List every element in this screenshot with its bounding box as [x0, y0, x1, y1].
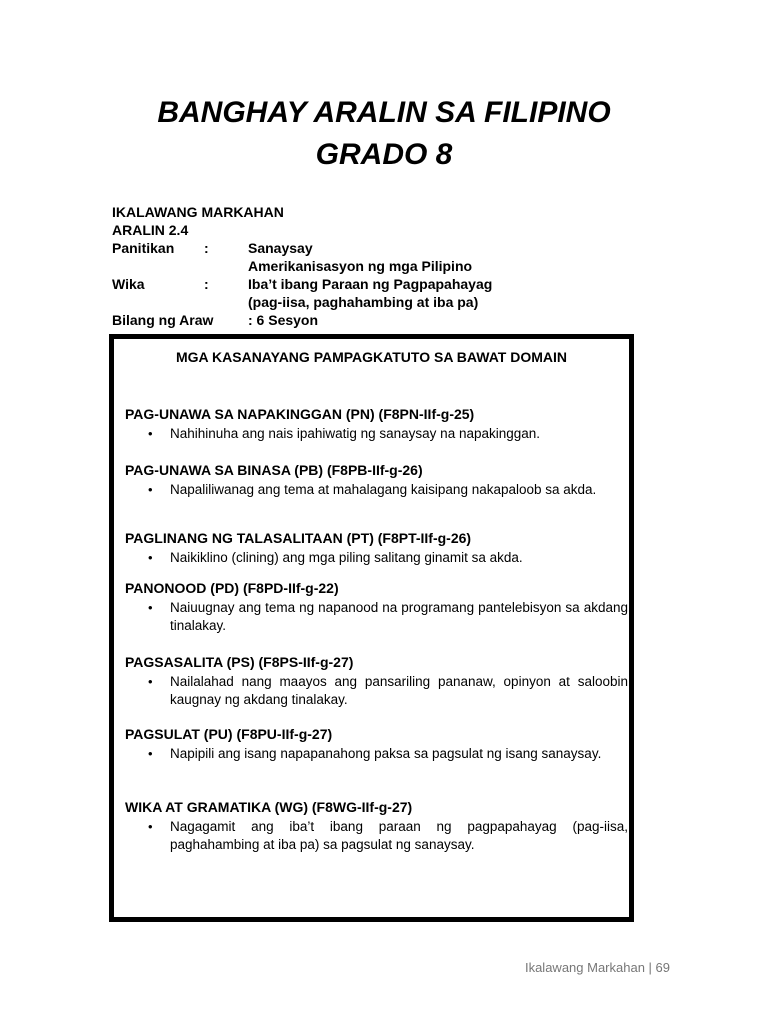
- domain-writing: [125, 725, 628, 763]
- domain-heading: PANONOOD (PD) (F8PD-IIf-g-22): [125, 580, 339, 596]
- bullet-icon: •: [148, 819, 153, 834]
- domain-vocabulary: [125, 529, 628, 567]
- domain-heading: PAGSASALITA (PS) (F8PS-IIf-g-27): [125, 654, 354, 670]
- competency-text: Nailalahad nang maayos ang pansariling pananaw, opinyon at saloobin kaugnay ng akdang tinalakay.: [170, 674, 628, 707]
- lesson-label: ARALIN 2.4: [112, 222, 189, 238]
- domain-heading: WIKA AT GRAMATIKA (WG) (F8WG-IIf-g-27): [125, 799, 413, 815]
- competency-text: Napaliliwanag ang tema at mahalagang kaisipang nakapaloob sa akda.: [170, 482, 597, 497]
- domain-reading: [125, 461, 628, 499]
- quarter-label: IKALAWANG MARKAHAN: [112, 204, 284, 220]
- days-value: : 6 Sesyon: [248, 312, 319, 328]
- days-label: Bilang ng Araw: [112, 312, 214, 328]
- bullet-icon: •: [148, 674, 153, 689]
- domain-heading: PAGLINANG NG TALASALITAAN (PT) (F8PT-IIf-g-26): [125, 530, 472, 546]
- domain-listening: [125, 405, 628, 443]
- competency-text: Nahihinuha ang nais ipahiwatig ng sanaysay na napakinggan.: [170, 426, 541, 441]
- competency-item: [125, 673, 628, 709]
- panitikan-title: Amerikanisasyon ng mga Pilipino: [248, 258, 473, 274]
- competency-text: Nagagamit ang iba’t ibang paraan ng pagpapahayag (pag-iisa, paghahambing at iba pa) sa pagsulat ng sanaysay.: [170, 819, 628, 852]
- panitikan-label: Panitikan: [112, 240, 175, 256]
- bullet-icon: •: [148, 600, 153, 615]
- wika-colon: :: [204, 276, 209, 292]
- domain-speaking: [125, 653, 628, 709]
- competency-item: [125, 549, 628, 567]
- bullet-icon: •: [148, 482, 153, 497]
- competency-item: [125, 425, 628, 443]
- page-footer: Ikalawang Markahan | 69: [524, 960, 670, 975]
- bullet-icon: •: [148, 550, 153, 565]
- competency-item: [125, 818, 628, 854]
- competency-text: Napipili ang isang napapanahong paksa sa pagsulat ng isang sanaysay.: [170, 746, 602, 761]
- page-title: BANGHAY ARALIN SA FILIPINO: [157, 96, 611, 129]
- bullet-icon: •: [148, 426, 153, 441]
- panitikan-value: Sanaysay: [248, 240, 313, 256]
- wika-value: Iba’t ibang Paraan ng Pagpapahayag: [248, 276, 493, 292]
- competencies-box: [109, 334, 634, 922]
- competency-item: [125, 599, 628, 635]
- wika-value-detail: (pag-iisa, paghahambing at iba pa): [248, 294, 479, 310]
- page-subtitle: GRADO 8: [315, 138, 453, 171]
- domain-heading: PAG-UNAWA SA BINASA (PB) (F8PB-IIf-g-26): [125, 462, 423, 478]
- competency-item: [125, 481, 628, 499]
- bullet-icon: •: [148, 746, 153, 761]
- domain-heading: PAG-UNAWA SA NAPAKINGGAN (PN) (F8PN-IIf-g-25): [125, 406, 475, 422]
- domain-viewing: [125, 579, 628, 635]
- domain-grammar: [125, 798, 628, 854]
- competency-text: Naiuugnay ang tema ng napanood na programang pantelebisyon sa akdang tinalakay.: [170, 600, 628, 633]
- competencies-heading: MGA KASANAYANG PAMPAGKATUTO SA BAWAT DOMAIN: [176, 349, 567, 365]
- wika-label: Wika: [112, 276, 145, 292]
- domain-heading: PAGSULAT (PU) (F8PU-IIf-g-27): [125, 726, 333, 742]
- competency-item: [125, 745, 628, 763]
- competency-text: Naikiklino (clining) ang mga piling salitang ginamit sa akda.: [170, 550, 523, 565]
- panitikan-colon: :: [204, 240, 209, 256]
